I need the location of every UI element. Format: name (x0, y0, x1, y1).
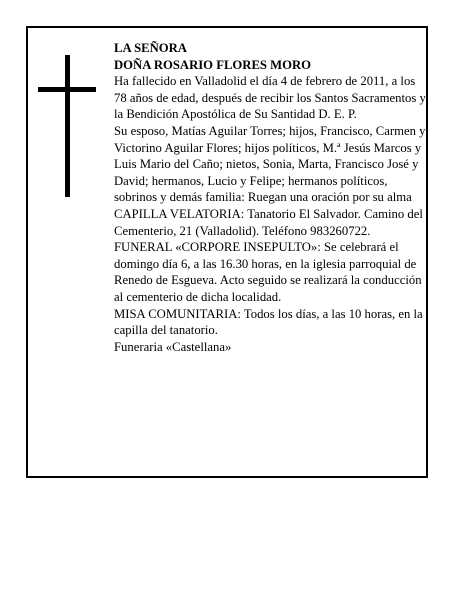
community-mass: MISA COMUNITARIA: Todos los días, a las 10 horas, en la capilla del tanatorio. (114, 306, 423, 338)
cross-icon-bar (38, 87, 96, 92)
cross-icon (65, 55, 70, 197)
notice-title: LA SEÑORA (114, 41, 187, 55)
wake-chapel: CAPILLA VELATORIA: Tanatorio El Salvador. Camino del Cementerio, 21 (Valladolid). Teléfono 983260722. (114, 206, 423, 238)
deceased-name: DOÑA ROSARIO FLORES MORO (114, 57, 312, 72)
death-announcement: Ha fallecido en Valladolid el día 4 de febrero de 2011, a los 78 años de edad, después de recibir los Santos Sacramentos y la Bendición Apostólica de Su Santidad D. E. P. (114, 74, 426, 122)
obituary-text (114, 40, 426, 355)
funeral-home: Funeraria «Castellana» (114, 339, 232, 354)
funeral-info: FUNERAL «CORPORE INSEPULTO»: Se celebrará el domingo día 6, a las 16.30 horas, en la iglesia parroquial de Renedo de Esgueva. Acto seguido se realizará la conducción al cementerio de dicha localidad. (114, 240, 422, 304)
family-list: Su esposo, Matías Aguilar Torres; hijos, Francisco, Carmen y Victorino Aguilar Flores; hijos políticos, M.ª Jesús Marcos y Luis Mario del Caño; nietos, Sonia, Marta, Francisco José y David; hermanos, Lucio y Felipe; hermanos políticos, sobrinos y demás familia: Ruegan una oración por su alma (114, 123, 426, 205)
